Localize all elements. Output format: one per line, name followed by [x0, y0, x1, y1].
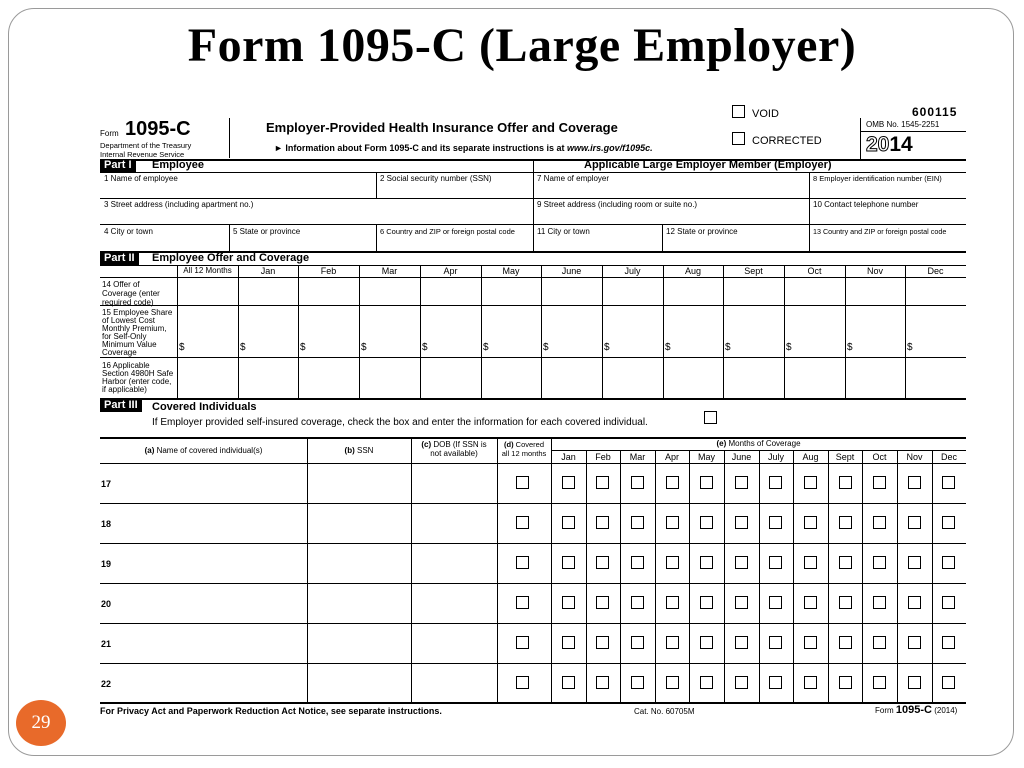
privacy-notice: For Privacy Act and Paperwork Reduction Act Notice, see separate instructions.: [100, 706, 442, 716]
footer-form-id: Form 1095-C (2014): [875, 704, 958, 716]
field12-label: 12 State or province: [666, 227, 738, 236]
row15-dollar: $: [361, 342, 367, 353]
p3-month-header: Apr: [664, 452, 679, 462]
row15-dollar: $: [786, 342, 792, 353]
covered-month-checkbox[interactable]: [839, 636, 852, 649]
covered-month-checkbox[interactable]: [596, 676, 609, 689]
covered-month-checkbox[interactable]: [769, 596, 782, 609]
self-insured-checkbox[interactable]: [704, 411, 717, 424]
field10-label: 10 Contact telephone number: [813, 200, 919, 209]
covered-month-checkbox[interactable]: [942, 636, 955, 649]
field6-label: 6 Country and ZIP or foreign postal code: [380, 227, 515, 236]
covered-month-checkbox[interactable]: [873, 676, 886, 689]
covered-month-checkbox[interactable]: [908, 676, 921, 689]
row15-dollar: $: [483, 342, 489, 353]
form-1095c: [100, 100, 966, 722]
p2-month-header: May: [502, 266, 520, 276]
covered-month-checkbox[interactable]: [666, 556, 679, 569]
covered-month-checkbox[interactable]: [666, 636, 679, 649]
field5-label: 5 State or province: [233, 227, 301, 236]
covered-month-checkbox[interactable]: [700, 676, 713, 689]
p3-month-header: Oct: [872, 452, 887, 462]
covered-month-checkbox[interactable]: [804, 596, 817, 609]
form-label: Form: [100, 129, 119, 138]
covered-month-checkbox[interactable]: [804, 636, 817, 649]
p2-month-header: Dec: [927, 266, 944, 276]
covered-month-checkbox[interactable]: [804, 516, 817, 529]
covered-month-checkbox[interactable]: [700, 476, 713, 489]
p2-month-header: Feb: [320, 266, 337, 276]
covered-month-checkbox[interactable]: [839, 556, 852, 569]
p3-month-header: Jan: [561, 452, 576, 462]
row15-dollar: $: [543, 342, 549, 353]
covered-month-checkbox[interactable]: [700, 556, 713, 569]
void-checkbox[interactable]: [732, 105, 745, 118]
part3-heading: Covered Individuals: [152, 401, 257, 413]
page-number: 29: [16, 700, 66, 746]
covered-month-checkbox[interactable]: [562, 516, 575, 529]
covered-month-checkbox[interactable]: [666, 596, 679, 609]
row16-label: 16 Applicable Section 4980H Safe Harbor (enter code, if applicable): [102, 361, 174, 394]
row15-dollar: $: [300, 342, 306, 353]
void-label: VOID: [752, 108, 779, 120]
covered-month-checkbox[interactable]: [908, 596, 921, 609]
field8-label: 8 Employer identification number (EIN): [813, 174, 942, 183]
covered-month-checkbox[interactable]: [873, 516, 886, 529]
p2-month-header: Apr: [443, 266, 458, 276]
p2-month-header: June: [561, 266, 582, 276]
covered-month-checkbox[interactable]: [942, 556, 955, 569]
covered-month-checkbox[interactable]: [769, 676, 782, 689]
p2-month-header: Aug: [684, 266, 701, 276]
row15-dollar: $: [907, 342, 913, 353]
covered-month-checkbox[interactable]: [596, 596, 609, 609]
covered-month-checkbox[interactable]: [908, 516, 921, 529]
p2-month-header: Mar: [381, 266, 398, 276]
col-d-header: (d) Covered all 12 months: [501, 440, 547, 458]
covered-all12-checkbox[interactable]: [516, 516, 529, 529]
p3-month-header: Mar: [629, 452, 646, 462]
p3-month-header: Nov: [906, 452, 923, 462]
covered-month-checkbox[interactable]: [631, 556, 644, 569]
covered-month-checkbox[interactable]: [769, 476, 782, 489]
covered-month-checkbox[interactable]: [839, 596, 852, 609]
part2-badge: Part II: [100, 252, 139, 265]
p2-month-header: Jan: [260, 266, 276, 276]
covered-month-checkbox[interactable]: [769, 636, 782, 649]
covered-month-checkbox[interactable]: [942, 596, 955, 609]
covered-month-checkbox[interactable]: [596, 556, 609, 569]
covered-month-checkbox[interactable]: [735, 556, 748, 569]
col-c-header: (c) DOB (If SSN is not available): [421, 440, 487, 458]
covered-month-checkbox[interactable]: [666, 476, 679, 489]
covered-month-checkbox[interactable]: [804, 676, 817, 689]
corrected-label: CORRECTED: [752, 135, 822, 147]
part1-badge: Part I: [100, 159, 136, 172]
part2-heading: Employee Offer and Coverage: [152, 252, 310, 264]
field13-label: 13 Country and ZIP or foreign postal code: [813, 227, 947, 236]
covered-month-checkbox[interactable]: [942, 516, 955, 529]
col-b-header: (b) SSN: [344, 446, 374, 455]
covered-month-checkbox[interactable]: [666, 516, 679, 529]
covered-month-checkbox[interactable]: [769, 516, 782, 529]
covered-all12-checkbox[interactable]: [516, 476, 529, 489]
dept-line1: Department of the Treasury: [100, 141, 192, 150]
p2-month-all12: All 12 Months: [183, 266, 232, 275]
omb-number: OMB No. 1545-2251: [866, 120, 940, 129]
covered-month-checkbox[interactable]: [735, 596, 748, 609]
covered-row-number: 17: [101, 479, 112, 489]
form-instructions: ► Information about Form 1095-C and its separate instructions is at www.irs.gov/f1095c.: [274, 143, 653, 153]
field11-label: 11 City or town: [537, 227, 590, 236]
covered-month-checkbox[interactable]: [700, 596, 713, 609]
field7-label: 7 Name of employer: [537, 174, 610, 183]
covered-all12-checkbox[interactable]: [516, 676, 529, 689]
covered-row-number: 21: [101, 639, 112, 649]
covered-all12-checkbox[interactable]: [516, 556, 529, 569]
row15-dollar: $: [665, 342, 671, 353]
field4-label: 4 City or town: [104, 227, 153, 236]
covered-month-checkbox[interactable]: [666, 676, 679, 689]
covered-month-checkbox[interactable]: [804, 476, 817, 489]
covered-month-checkbox[interactable]: [596, 476, 609, 489]
field2-label: 2 Social security number (SSN): [380, 174, 492, 183]
covered-month-checkbox[interactable]: [839, 676, 852, 689]
row15-dollar: $: [604, 342, 610, 353]
tax-year: 2014: [866, 133, 913, 156]
p2-month-header: Sept: [744, 266, 763, 276]
covered-month-checkbox[interactable]: [769, 556, 782, 569]
covered-row-number: 20: [101, 599, 112, 609]
p3-month-header: May: [697, 452, 715, 462]
covered-month-checkbox[interactable]: [735, 636, 748, 649]
dept-line2: Internal Revenue Service: [100, 150, 185, 159]
field9-label: 9 Street address (including room or suite no.): [537, 200, 698, 209]
covered-month-checkbox[interactable]: [804, 556, 817, 569]
covered-month-checkbox[interactable]: [942, 476, 955, 489]
col-e-header: (e) Months of Coverage: [716, 439, 801, 448]
corrected-checkbox[interactable]: [732, 132, 745, 145]
covered-all12-checkbox[interactable]: [516, 636, 529, 649]
covered-month-checkbox[interactable]: [839, 476, 852, 489]
form-title: Employer-Provided Health Insurance Offer and Coverage: [266, 120, 618, 135]
p3-month-header: Dec: [940, 452, 957, 462]
p3-month-header: Feb: [595, 452, 611, 462]
covered-month-checkbox[interactable]: [631, 476, 644, 489]
row15-dollar: $: [847, 342, 853, 353]
covered-month-checkbox[interactable]: [873, 556, 886, 569]
covered-row-number: 18: [101, 519, 112, 529]
row15-dollar: $: [240, 342, 246, 353]
p2-month-header: Oct: [807, 266, 822, 276]
row15-dollar: $: [179, 342, 185, 353]
p3-month-header: Sept: [835, 452, 855, 462]
covered-month-checkbox[interactable]: [735, 476, 748, 489]
covered-month-checkbox[interactable]: [700, 636, 713, 649]
row14-label: 14 Offer of Coverage (enter required code): [102, 280, 160, 307]
covered-month-checkbox[interactable]: [908, 556, 921, 569]
field1-label: 1 Name of employee: [104, 174, 178, 183]
p2-month-header: July: [624, 266, 641, 276]
covered-month-checkbox[interactable]: [908, 636, 921, 649]
row15-dollar: $: [725, 342, 731, 353]
part3-note: If Employer provided self-insured coverage, check the box and enter the information for each covered individual.: [152, 417, 648, 428]
p3-month-header: July: [767, 452, 784, 462]
covered-month-checkbox[interactable]: [562, 556, 575, 569]
employer-heading: Applicable Large Employer Member (Employer): [584, 159, 832, 171]
p3-month-header: June: [731, 452, 752, 462]
covered-row-number: 19: [101, 559, 112, 569]
form-code: 600115: [912, 105, 958, 119]
field3-label: 3 Street address (including apartment no.): [104, 200, 254, 209]
covered-month-checkbox[interactable]: [942, 676, 955, 689]
covered-month-checkbox[interactable]: [735, 516, 748, 529]
form-number: 1095-C: [125, 118, 191, 140]
covered-month-checkbox[interactable]: [631, 596, 644, 609]
covered-month-checkbox[interactable]: [631, 676, 644, 689]
covered-month-checkbox[interactable]: [562, 596, 575, 609]
covered-row-number: 22: [101, 679, 112, 689]
col-a-header: (a) Name of covered individual(s): [144, 446, 263, 455]
covered-month-checkbox[interactable]: [596, 516, 609, 529]
covered-all12-checkbox[interactable]: [516, 596, 529, 609]
cat-number: Cat. No. 60705M: [634, 707, 695, 716]
covered-month-checkbox[interactable]: [908, 476, 921, 489]
p3-month-header: Aug: [802, 452, 819, 462]
covered-month-checkbox[interactable]: [873, 596, 886, 609]
row15-label: 15 Employee Share of Lowest Cost Monthly Premium, for Self-Only Minimum Value Coverage: [102, 308, 173, 357]
row15-dollar: $: [422, 342, 428, 353]
part1-heading: Employee: [152, 159, 204, 171]
covered-month-checkbox[interactable]: [873, 636, 886, 649]
covered-month-checkbox[interactable]: [839, 516, 852, 529]
covered-month-checkbox[interactable]: [735, 676, 748, 689]
covered-month-checkbox[interactable]: [873, 476, 886, 489]
covered-month-checkbox[interactable]: [631, 516, 644, 529]
covered-month-checkbox[interactable]: [562, 676, 575, 689]
part3-badge: Part III: [100, 399, 142, 412]
covered-month-checkbox[interactable]: [631, 636, 644, 649]
covered-month-checkbox[interactable]: [700, 516, 713, 529]
p2-month-header: Nov: [866, 266, 883, 276]
covered-month-checkbox[interactable]: [562, 476, 575, 489]
slide-title: Form 1095-C (Large Employer): [187, 19, 857, 72]
covered-month-checkbox[interactable]: [596, 636, 609, 649]
covered-month-checkbox[interactable]: [562, 636, 575, 649]
